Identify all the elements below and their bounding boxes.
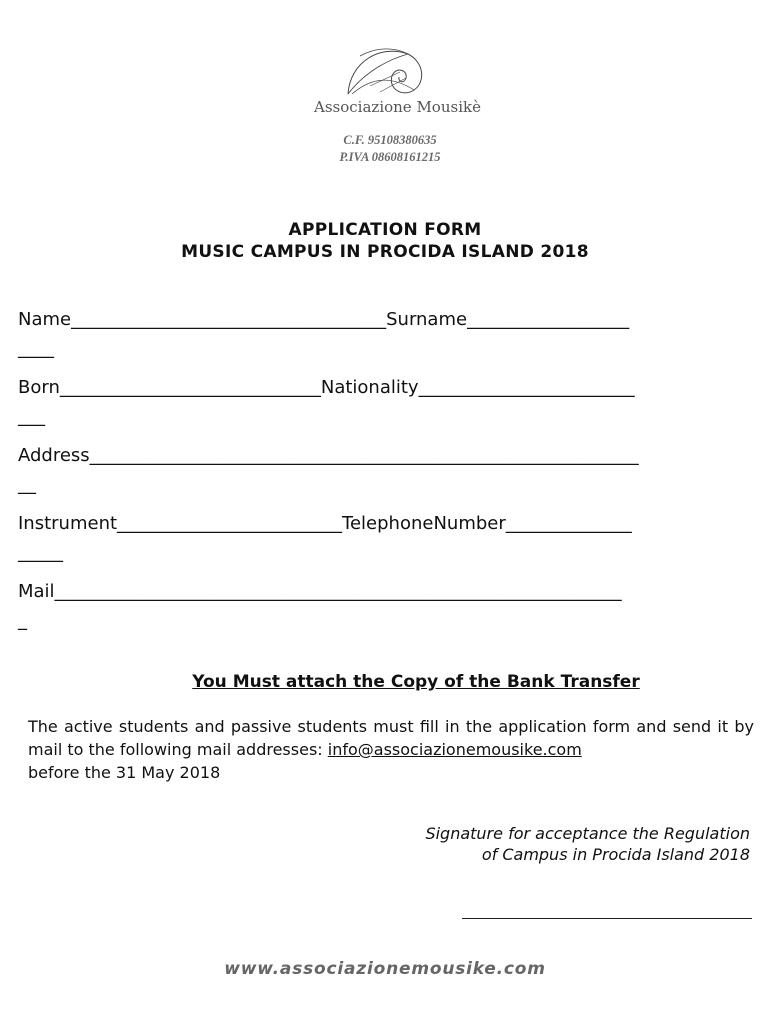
org-name: Associazione Mousikè (314, 98, 481, 116)
email-link[interactable]: info@associazionemousike.com (327, 740, 582, 759)
codice-fiscale: C.F. 95108380635 (343, 133, 437, 147)
website-footer[interactable]: www.associazionemousike.com (224, 959, 546, 979)
instrument-telephone-field: Instrument_________________________TelephoneNumber______________ (18, 513, 632, 534)
bank-transfer-notice: You Must attach the Copy of the Bank Transfer (192, 672, 640, 692)
signature-line-2: of Campus in Procida Island 2018 (481, 845, 750, 864)
name-surname-field: Name___________________________________Surname__________________ (18, 309, 630, 330)
signature-caption (330, 823, 750, 865)
mail-field-cont: _ (18, 610, 27, 631)
title-line-2: MUSIC CAMPUS IN PROCIDA ISLAND 2018 (181, 242, 589, 262)
instructions-text: The active students and passive students must fill in the application form and send it by mail to the following mail addresses: (28, 717, 754, 759)
deadline-text: before the 31 May 2018 (28, 763, 221, 782)
signature-line-1: Signature for acceptance the Regulation (425, 824, 750, 843)
partita-iva: P.IVA 08608161215 (339, 150, 441, 164)
name-surname-field-cont: ____ (18, 338, 54, 359)
instrument-telephone-field-cont: _____ (18, 542, 63, 563)
instructions-paragraph (28, 715, 754, 784)
signature-line (462, 918, 752, 919)
fiscal-codes (0, 132, 770, 166)
born-nationality-field-cont: ___ (18, 406, 45, 427)
page-title (0, 219, 770, 263)
address-field-cont: __ (18, 474, 36, 495)
mail-field: Mail_______________________________________________________________ (18, 581, 622, 602)
address-field: Address_____________________________________________________________ (18, 445, 639, 466)
spiral-logo-icon (340, 42, 430, 100)
born-nationality-field: Born_____________________________Nationality________________________ (18, 377, 635, 398)
title-line-1: APPLICATION FORM (288, 220, 482, 240)
